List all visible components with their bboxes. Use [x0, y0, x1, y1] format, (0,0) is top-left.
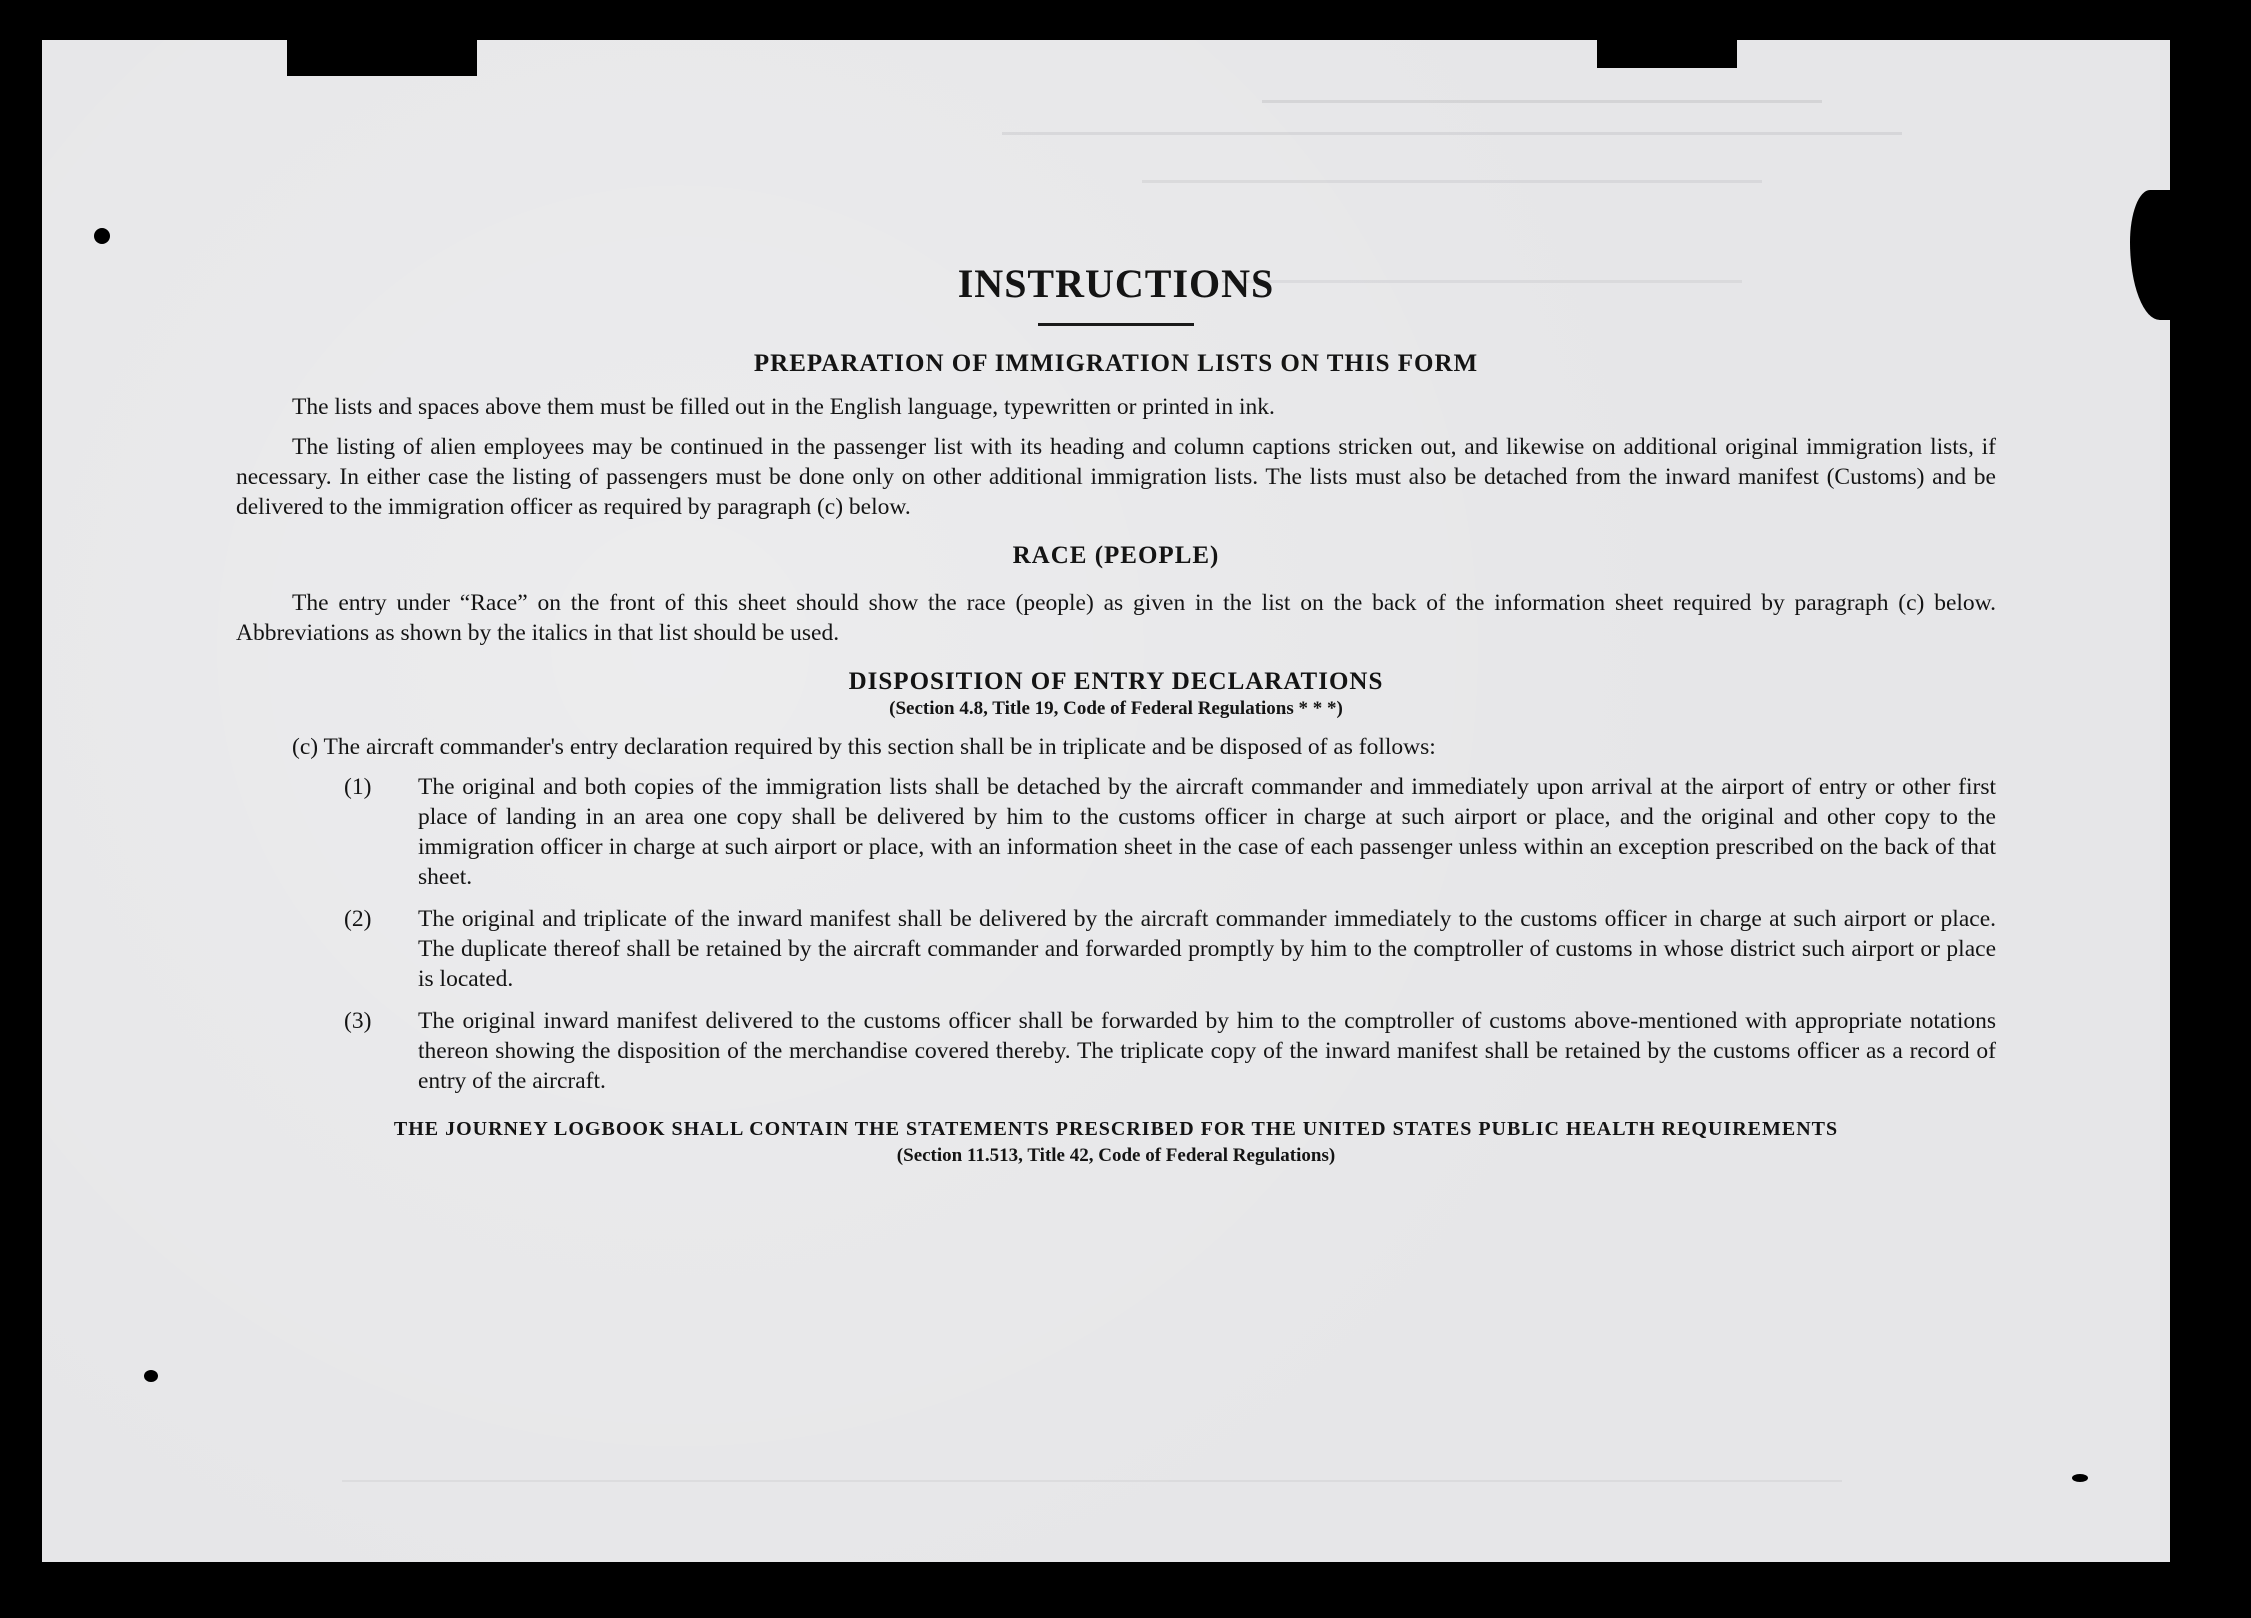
instructions-content — [236, 220, 1996, 1167]
right-margin-mark — [2072, 1474, 2088, 1482]
disposition-item — [236, 904, 1996, 994]
item-number: (2) — [344, 906, 372, 932]
race-heading: RACE (PEOPLE) — [1012, 542, 1220, 569]
show-through-line — [1002, 132, 1902, 145]
show-through-line — [342, 1480, 1842, 1492]
top-notch-right — [1597, 40, 1737, 68]
item-text: The original inward manifest delivered to the customs officer shall be forwarded by him to the comptroller of customs above-mentioned with appropriate notations thereon showing the disposition of the merchandise covered thereby. The triplicate copy of the inward manifest shall be retained by the customs officer as a record of entry of the aircraft. — [418, 1008, 1996, 1094]
disposition-intro: (c) The aircraft commander's entry declaration required by this section shall be in triplicate and be disposed of as follows: — [292, 734, 1436, 760]
item-text: The original and triplicate of the inward manifest shall be delivered by the aircraft commander immediately to the customs officer in charge at such airport or place. The duplicate thereof shall be retained by the aircraft commander and forwarded promptly by him to the comptroller of customs in whose district such airport or place is located. — [418, 906, 1996, 992]
right-edge-tear — [2130, 190, 2180, 320]
preparation-heading: PREPARATION OF IMMIGRATION LISTS ON THIS FORM — [753, 350, 1479, 377]
disposition-heading: DISPOSITION OF ENTRY DECLARATIONS — [848, 668, 1384, 695]
disposition-item — [236, 1006, 1996, 1096]
logbook-citation: (Section 11.513, Title 42, Code of Federal Regulations) — [896, 1145, 1336, 1166]
top-notch-left — [287, 40, 477, 76]
item-number: (3) — [344, 1008, 372, 1034]
preparation-paragraph-1: The lists and spaces above them must be filled out in the English language, typewritten or printed in ink. — [292, 394, 1275, 420]
logbook-heading: THE JOURNEY LOGBOOK SHALL CONTAIN THE STATEMENTS PRESCRIBED FOR THE UNITED STATES PUBLIC HEALTH REQUIREMENTS — [393, 1118, 1839, 1140]
show-through-line — [1262, 100, 1822, 113]
item-text: The original and both copies of the immigration lists shall be detached by the aircraft commander and immediately upon arrival at the airport of entry or other first place of landing in an area one copy shall be delivered by him to the customs officer in charge at such airport or place, and the original and other copy to the immigration officer in charge at such airport or place, with an information sheet in the case of each passenger unless within an exception prescribed on the back of that sheet. — [418, 774, 1996, 890]
disposition-item — [236, 772, 1996, 892]
disposition-citation: (Section 4.8, Title 19, Code of Federal Regulations * * *) — [889, 698, 1343, 719]
title-underline — [1038, 323, 1194, 326]
show-through-line — [1142, 180, 1762, 193]
page-title: INSTRUCTIONS — [957, 261, 1275, 306]
paper-sheet — [42, 40, 2170, 1562]
item-number: (1) — [344, 774, 372, 800]
left-margin-mark — [94, 228, 110, 244]
race-paragraph: The entry under “Race” on the front of this sheet should show the race (people) as given in the list on the back of the information sheet required by paragraph (c) below. Abbreviations as shown by the italics in that list should be used. — [236, 590, 1996, 646]
preparation-paragraph-2: The listing of alien employees may be continued in the passenger list with its heading and column captions stricken out, and likewise on additional original immigration lists, if necessary. In either case the listing of passengers must be done only on other additional immigration lists. The lists must also be detached from the inward manifest (Customs) and be delivered to the immigration officer as required by paragraph (c) below. — [236, 434, 1996, 520]
left-margin-mark — [144, 1370, 158, 1382]
